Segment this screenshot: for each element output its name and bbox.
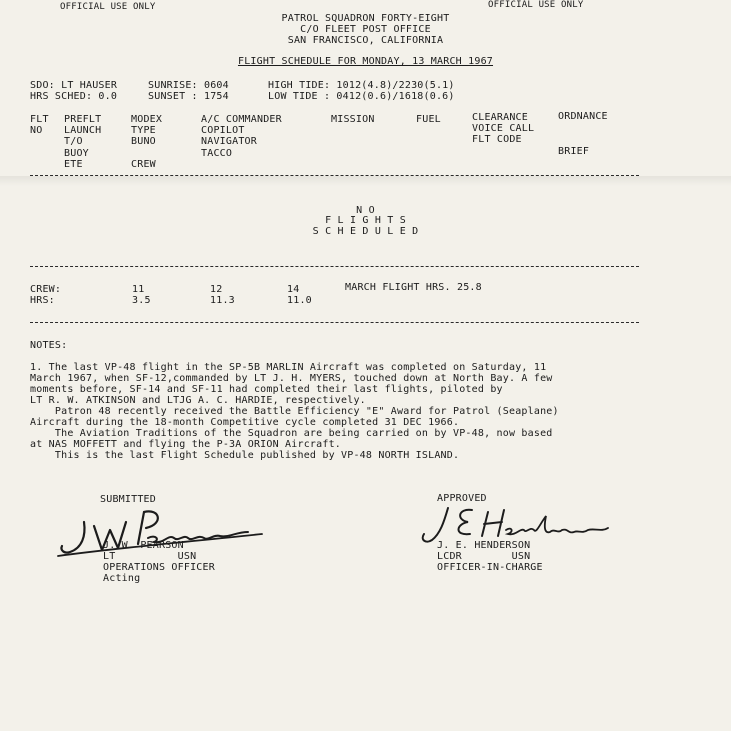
separator-3 (30, 322, 639, 323)
classification-right: OFFICIAL USE ONLY (488, 0, 584, 10)
separator-1 (30, 175, 639, 176)
hours-3: 11.0 (287, 295, 312, 306)
col-flt: FLT (30, 114, 49, 125)
classification-left: OFFICIAL USE ONLY (60, 2, 156, 12)
no-flights-line-1: N O (356, 205, 375, 216)
summary-hrs-label: HRS: (30, 295, 55, 306)
crew-3: 14 (287, 284, 300, 295)
col-crew: CREW (131, 159, 156, 170)
city: SAN FRANCISCO, CALIFORNIA (287, 35, 444, 46)
crew-2: 12 (210, 284, 223, 295)
schedule-title: FLIGHT SCHEDULE FOR MONDAY, 13 MARCH 1967 (237, 56, 494, 67)
submitted-acting: Acting (103, 573, 141, 584)
col-ac-commander: A/C COMMANDER (201, 114, 282, 125)
col-buno: BUNO (131, 136, 156, 147)
hours-1: 3.5 (132, 295, 151, 306)
sunset: SUNSET : 1754 (148, 91, 229, 102)
hrs-sched: HRS SCHED: 0.0 (30, 91, 118, 102)
summary-crew-label: CREW: (30, 284, 62, 295)
submitted-title: OPERATIONS OFFICER (103, 562, 215, 573)
approved-label: APPROVED (437, 493, 487, 504)
col-ete: ETE (64, 159, 83, 170)
submitted-label: SUBMITTED (100, 494, 156, 505)
note-line: at NAS MOFFETT and flying the P-3A ORION Aircraft. (30, 439, 342, 450)
col-flt-no: NO (30, 125, 43, 136)
high-tide: HIGH TIDE: 1012(4.8)/2230(5.1) (268, 80, 455, 91)
col-clearance: CLEARANCE (472, 112, 528, 123)
approved-title: OFFICER-IN-CHARGE (437, 562, 543, 573)
col-fuel: FUEL (416, 114, 441, 125)
note-line: This is the last Flight Schedule published by VP-48 NORTH ISLAND. (30, 450, 460, 461)
no-flights-line-3: S C H E D U L E D (312, 226, 419, 237)
col-flt-code: FLT CODE (472, 134, 522, 145)
low-tide: LOW TIDE : 0412(0.6)/1618(0.6) (268, 91, 455, 102)
col-modex: MODEX (131, 114, 163, 125)
approved-name: J. E. HENDERSON (437, 540, 531, 551)
col-launch: LAUNCH (64, 125, 102, 136)
approved-rank: LCDR USN (437, 551, 531, 562)
note-line: 1. The last VP-48 flight in the SP-5B MARLIN Aircraft was completed on Saturday, 11 (30, 362, 547, 373)
note-line: March 1967, when SF-12,commanded by LT J. H. MYERS, touched down at North Bay. A few (30, 373, 553, 384)
sunrise: SUNRISE: 0604 (148, 80, 229, 91)
col-navigator: NAVIGATOR (201, 136, 257, 147)
note-line: moments before, SF-14 and SF-11 had completed their last flights, piloted by (30, 384, 503, 395)
crew-1: 11 (132, 284, 145, 295)
col-preflt: PREFLT (64, 114, 102, 125)
note-line: Aircraft during the 18-month Competitive cycle completed 31 DEC 1966. (30, 417, 460, 428)
separator-2 (30, 266, 639, 267)
col-ordnance: ORDNANCE (558, 111, 608, 122)
fleet-post-office: C/O FLEET POST OFFICE (300, 24, 431, 35)
col-type: TYPE (131, 125, 156, 136)
col-to: T/O (64, 136, 83, 147)
note-line: LT R. W. ATKINSON and LTJG A. C. HARDIE, respectively. (30, 395, 366, 406)
col-mission: MISSION (331, 114, 375, 125)
note-line: Patron 48 recently received the Battle Efficiency "E" Award for Patrol (Seaplane) (30, 406, 559, 417)
col-tacco: TACCO (201, 148, 233, 159)
sdo: SDO: LT HAUSER (30, 80, 118, 91)
no-flights-line-2: F L I G H T S (325, 215, 406, 226)
note-line: The Aviation Traditions of the Squadron are being carried on by VP-48, now based (30, 428, 553, 439)
march-flight-hours: MARCH FLIGHT HRS. 25.8 (345, 282, 482, 293)
col-voice-call: VOICE CALL (472, 123, 535, 134)
submitted-rank: LT USN (103, 551, 197, 562)
submitted-name: J. W. PEARSON (103, 540, 184, 551)
paper-fold (0, 176, 731, 186)
notes-label: NOTES: (30, 340, 68, 351)
unit-name: PATROL SQUADRON FORTY-EIGHT (281, 13, 450, 24)
hours-2: 11.3 (210, 295, 235, 306)
col-buoy: BUOY (64, 148, 89, 159)
col-brief: BRIEF (558, 146, 590, 157)
col-copilot: COPILOT (201, 125, 245, 136)
